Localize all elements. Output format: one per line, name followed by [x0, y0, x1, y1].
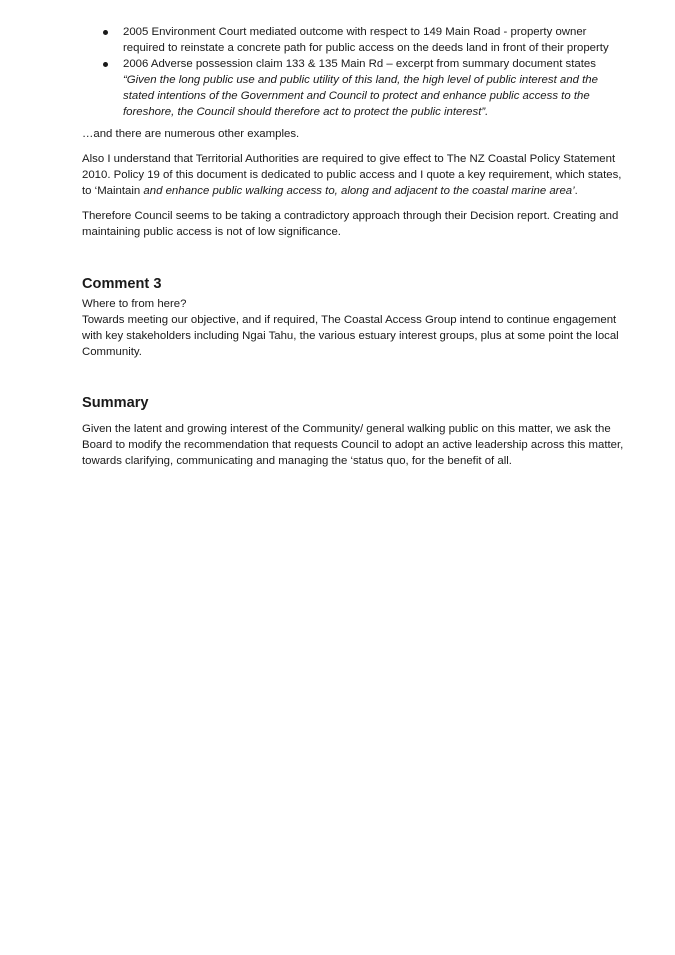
comment-3-body: Towards meeting our objective, and if required, The Coastal Access Group intend to continue engagement with key stakeholders including Ngai Tahu, the various estuary interest groups, plus at some point the local Community.	[82, 314, 619, 358]
coastal-policy-lead: Also I understand that Territorial Authorities are required to give effect to The NZ Coastal Policy Statement 2010. Policy 19 of this document is dedicated to public access and I quote a key requirement, which states, to ‘Maintain	[82, 153, 622, 197]
coastal-policy-tail: .	[574, 185, 578, 197]
comment-3-heading: Comment 3	[82, 276, 162, 292]
bullet-icon	[103, 30, 108, 35]
bullet-text: 2005 Environment Court mediated outcome with respect to 149 Main Road - property owner required to reinstate a concrete path for public access on the deeds land in front of their property	[123, 26, 609, 54]
summary-section	[82, 394, 627, 469]
coastal-policy-paragraph	[82, 151, 627, 199]
examples-paragraph: …and there are numerous other examples.	[82, 128, 300, 140]
examples-list	[82, 24, 627, 120]
comment-3-question: Where to from here?	[82, 298, 187, 310]
list-item	[82, 24, 627, 56]
bullet-quote: “Given the long public use and public utility of this land, the high level of public interest and the stated intentions of the Government and Council to protect and enhance public access to the foreshore, the Council should therefore act to protect the public interest”.	[123, 74, 598, 118]
summary-body: Given the latent and growing interest of the Community/ general walking public on this matter, we ask the Board to modify the recommendation that requests Council to adopt an active leadership across this matter, towards clarifying, communicating and managing the ‘status quo, for the benefit of all.	[82, 423, 624, 467]
comment-3-section	[82, 275, 627, 360]
bullet-text: 2006 Adverse possession claim 133 & 135 Main Rd – excerpt from summary document states	[123, 58, 596, 70]
document-page	[82, 24, 627, 469]
contradictory-paragraph: Therefore Council seems to be taking a contradictory approach through their Decision report. Creating and maintaining public access is not of low significance.	[82, 210, 619, 238]
coastal-policy-quote: and enhance public walking access to, along and adjacent to the coastal marine area’	[143, 185, 575, 197]
bullet-icon	[103, 62, 108, 67]
list-item	[82, 56, 627, 120]
summary-heading: Summary	[82, 395, 149, 411]
